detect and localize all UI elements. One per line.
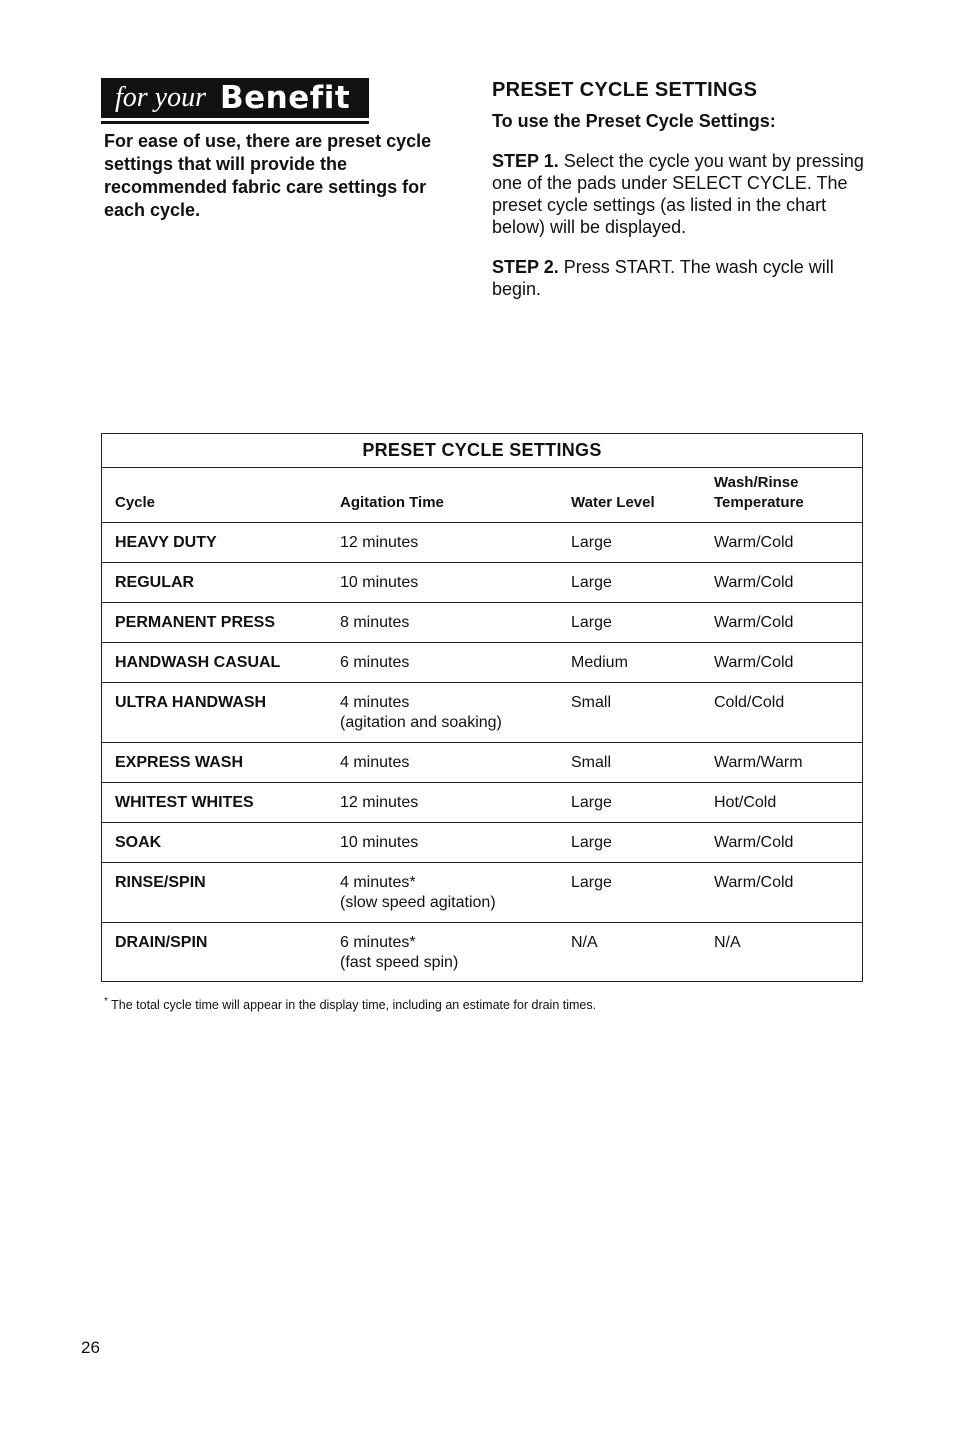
table-row (102, 683, 862, 743)
section-title: PRESET CYCLE SETTINGS (492, 79, 758, 101)
step-2-text: Press START. The wash cycle will begin. (492, 257, 834, 299)
table-row (102, 603, 862, 643)
cycle-cell: WHITEST WHITES (115, 794, 254, 811)
step-2-label: STEP 2. (492, 257, 559, 277)
agitation-cell: 4 minutes (340, 694, 410, 711)
table-row (102, 563, 862, 603)
cycle-cell: DRAIN/SPIN (115, 934, 208, 951)
water-level-cell: N/A (571, 934, 598, 951)
water-level-cell: Small (571, 754, 612, 771)
agitation-cell: 4 minutes (340, 754, 410, 771)
table-title: PRESET CYCLE SETTINGS (102, 434, 862, 468)
cycle-cell: EXPRESS WASH (115, 754, 244, 771)
table-row (102, 783, 862, 823)
preset-cycle-table (101, 433, 863, 982)
logo-word-text: Benefit (220, 80, 351, 116)
table-row (102, 823, 862, 863)
cycle-cell: PERMANENT PRESS (115, 614, 276, 631)
header-agitation-time: Agitation Time (340, 494, 444, 511)
step-2 (492, 256, 872, 300)
instructions-column (492, 78, 872, 300)
cycle-cell: HANDWASH CASUAL (115, 654, 281, 671)
temperature-cell: Warm/Cold (714, 874, 794, 891)
cycle-cell: HEAVY DUTY (115, 534, 217, 551)
temperature-cell: Hot/Cold (714, 794, 777, 811)
agitation-cell: 8 minutes (340, 614, 410, 631)
water-level-cell: Large (571, 834, 612, 851)
temperature-cell: Warm/Cold (714, 614, 794, 631)
agitation-note-cell: (slow speed agitation) (340, 894, 496, 911)
footnote (104, 996, 596, 1012)
step-1-label: STEP 1. (492, 151, 559, 171)
agitation-cell: 6 minutes* (340, 934, 416, 951)
cycle-cell: RINSE/SPIN (115, 874, 206, 891)
agitation-cell: 10 minutes (340, 834, 419, 851)
table-header-row (102, 468, 862, 523)
header-temperature-line1: Wash/Rinse (714, 474, 799, 491)
logo-script-text: for your (115, 82, 206, 113)
footnote-mark: * (104, 996, 108, 1007)
agitation-cell: 12 minutes (340, 794, 419, 811)
agitation-cell: 10 minutes (340, 574, 419, 591)
step-1 (492, 150, 872, 238)
benefit-logo (101, 78, 369, 124)
temperature-cell: Warm/Cold (714, 834, 794, 851)
table-row (102, 743, 862, 783)
temperature-cell: Cold/Cold (714, 694, 785, 711)
table-body (102, 523, 862, 983)
water-level-cell: Medium (571, 654, 628, 671)
water-level-cell: Large (571, 794, 612, 811)
agitation-cell: 4 minutes* (340, 874, 416, 891)
water-level-cell: Large (571, 534, 612, 551)
header-cycle: Cycle (115, 494, 156, 511)
agitation-cell: 6 minutes (340, 654, 410, 671)
table-row (102, 863, 862, 923)
header-temperature-line2: Temperature (714, 494, 804, 511)
agitation-cell: 12 minutes (340, 534, 419, 551)
agitation-note-cell: (fast speed spin) (340, 954, 459, 971)
water-level-cell: Large (571, 614, 612, 631)
intro-text: For ease of use, there are preset cycle settings that will provide the recommended fabric care settings for each cycle. (104, 131, 432, 220)
page-number: 26 (81, 1338, 100, 1357)
water-level-cell: Large (571, 874, 612, 891)
footnote-text: The total cycle time will appear in the display time, including an estimate for drain times. (107, 998, 597, 1013)
table-row (102, 923, 862, 983)
water-level-cell: Large (571, 574, 612, 591)
cycle-cell: ULTRA HANDWASH (115, 694, 267, 711)
cycle-cell: REGULAR (115, 574, 195, 591)
table-row (102, 523, 862, 563)
section-subtitle: To use the Preset Cycle Settings: (492, 111, 776, 131)
temperature-cell: Warm/Cold (714, 534, 794, 551)
agitation-note-cell: (agitation and soaking) (340, 714, 502, 731)
cycle-cell: SOAK (115, 834, 162, 851)
temperature-cell: Warm/Warm (714, 754, 803, 771)
temperature-cell: Warm/Cold (714, 574, 794, 591)
benefit-logo-box (101, 78, 369, 118)
step-1-text: Select the cycle you want by pressing one of the pads under SELECT CYCLE. The preset cycle settings (as listed in the chart below) will be displayed. (492, 151, 864, 237)
header-water-level: Water Level (571, 494, 655, 511)
water-level-cell: Small (571, 694, 612, 711)
temperature-cell: N/A (714, 934, 741, 951)
table-row (102, 643, 862, 683)
temperature-cell: Warm/Cold (714, 654, 794, 671)
